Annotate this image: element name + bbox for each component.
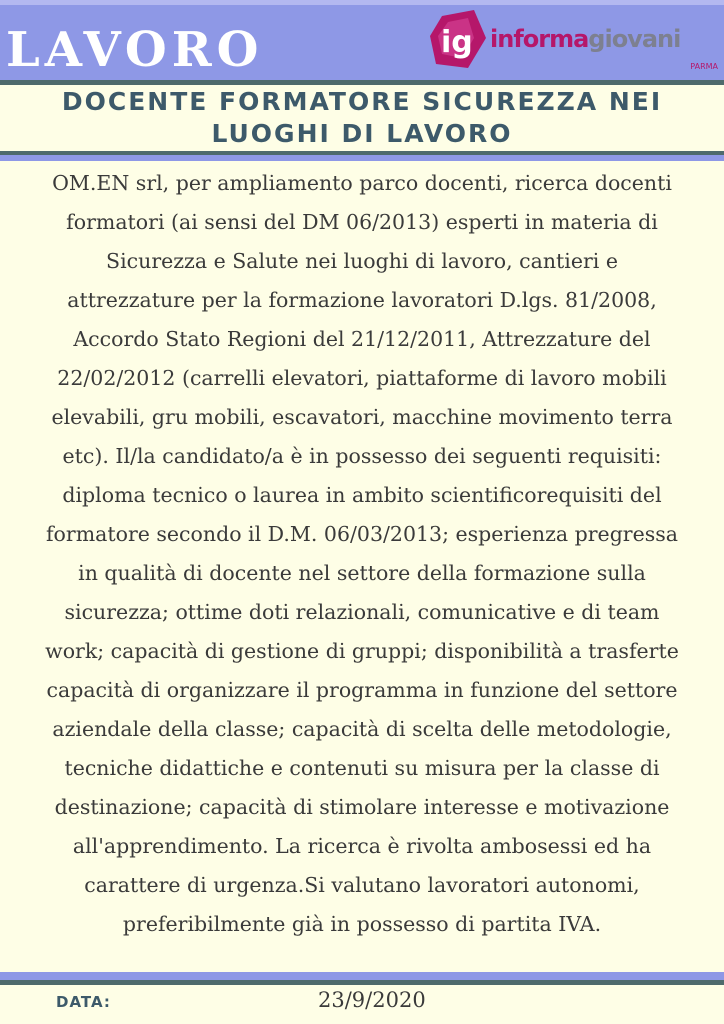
description-line: etc). Il/la candidato/a è in possesso dei seguenti requisiti: xyxy=(62,444,662,468)
description-line: in qualità di docente nel settore della formazione sulla xyxy=(78,561,646,585)
footer-band xyxy=(0,972,724,980)
logo-mark-text: ig xyxy=(441,25,473,60)
description-line: formatori (ai sensi del DM 06/2013) esperti in materia di xyxy=(66,210,658,234)
description-line: elevabili, gru mobili, escavatori, macchine movimento terra xyxy=(51,405,673,429)
header-divider xyxy=(0,80,724,85)
description-line: OM.EN srl, per ampliamento parco docenti, ricerca docenti xyxy=(52,171,672,195)
date-value: 23/9/2020 xyxy=(318,988,426,1012)
description-line: formatore secondo il D.M. 06/03/2013; esperienza pregressa xyxy=(45,522,679,546)
description-line: tecniche didattiche e contenuti su misura per la classe di xyxy=(64,756,660,780)
description-line: work; capacità di gestione di gruppi; disponibilità a trasferte xyxy=(45,639,679,663)
description-line: destinazione; capacità di stimolare interesse e motivazione xyxy=(54,795,670,819)
headline-band xyxy=(0,155,724,161)
job-title xyxy=(0,86,724,150)
logo-brand-part1: informa xyxy=(490,25,589,53)
informagiovani-logo xyxy=(428,8,718,74)
description-line: attrezzature per la formazione lavoratori D.lgs. 81/2008, xyxy=(67,288,657,312)
description-line: capacità di organizzare il programma in funzione del settore xyxy=(46,678,678,702)
footer-divider xyxy=(0,980,724,985)
description-line: diploma tecnico o laurea in ambito scientificorequisiti del xyxy=(62,483,662,507)
description-line: Accordo Stato Regioni del 21/12/2011, Attrezzature del xyxy=(73,327,651,351)
informagiovani-logo-icon xyxy=(428,8,490,74)
description-line: aziendale della classe; capacità di scelta delle metodologie, xyxy=(52,717,672,741)
description-line: 22/02/2012 (carrelli elevatori, piattaforme di lavoro mobili xyxy=(57,366,667,390)
section-title: LAVORO xyxy=(6,22,264,78)
job-title-line-1: DOCENTE FORMATORE SICUREZZA NEI xyxy=(61,87,663,116)
description-line: all'apprendimento. La ricerca è rivolta ambosessi ed ha xyxy=(72,834,652,858)
logo-brand-name xyxy=(490,27,680,51)
description-line: preferibilmente già in possesso di partita IVA. xyxy=(122,912,602,936)
description-line: Sicurezza e Salute nei luoghi di lavoro, cantieri e xyxy=(106,249,618,273)
description-line: sicurezza; ottime doti relazionali, comunicative e di team xyxy=(64,600,660,624)
description-line: carattere di urgenza.Si valutano lavoratori autonomi, xyxy=(84,873,640,897)
date-label: DATA: xyxy=(56,993,111,1011)
job-description xyxy=(0,164,724,944)
job-title-line-2: LUOGHI DI LAVORO xyxy=(211,119,513,148)
logo-city: PARMA xyxy=(690,62,718,71)
logo-brand-part2: giovani xyxy=(588,25,681,53)
